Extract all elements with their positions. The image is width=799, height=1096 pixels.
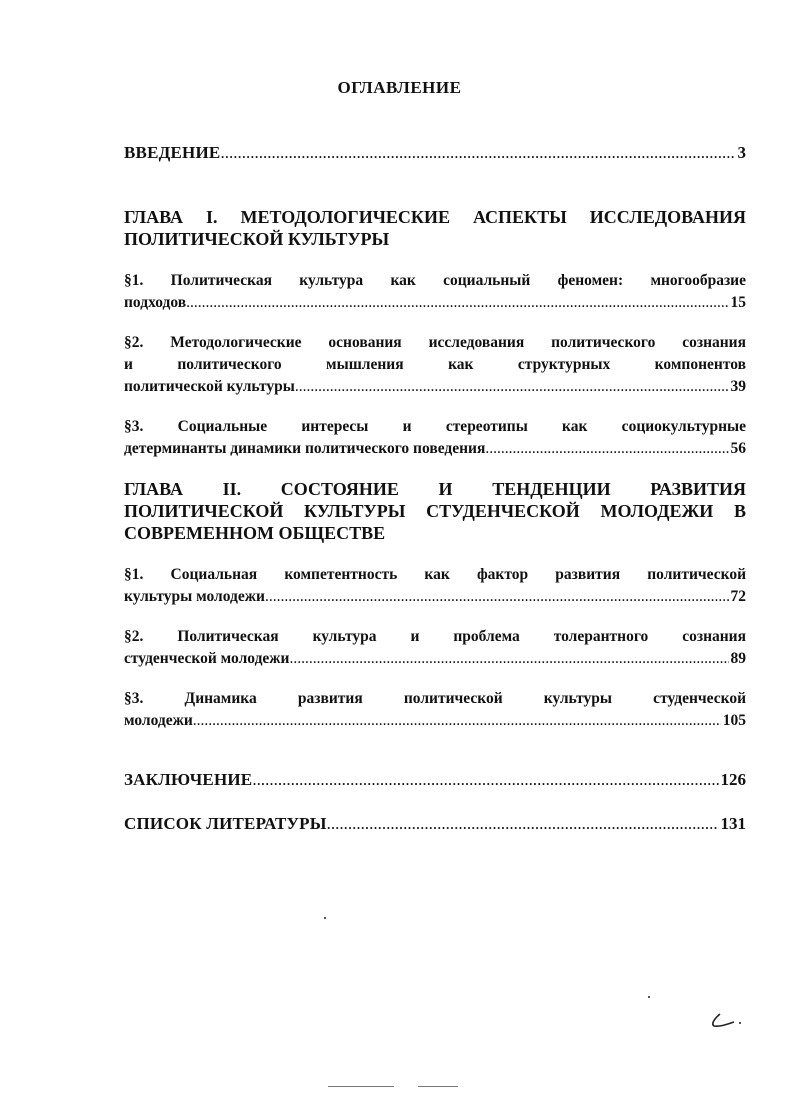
entry-text-line1: §2. Методологические основания исследования политического сознания	[124, 334, 746, 351]
toc-entry-ch2-s2[interactable]	[124, 626, 746, 670]
page-number: 126	[720, 770, 746, 789]
chapter-2-heading-line2: ПОЛИТИЧЕСКОЙ КУЛЬТУРЫ СТУДЕНЧЕСКОЙ МОЛОДЕЖИ В	[124, 501, 746, 521]
entry-text-line1: §3. Динамика развития политической культуры студенческой	[124, 690, 746, 707]
entry-text-last: политической культуры	[124, 378, 295, 395]
page-number: 3	[737, 143, 746, 162]
toc-entry-ch1-s2[interactable]	[124, 332, 746, 398]
dot-leader	[485, 438, 728, 460]
footer-rule	[418, 1086, 458, 1087]
toc-title: ОГЛАВЛЕНИЕ	[337, 78, 462, 97]
handwritten-mark-icon	[708, 1010, 744, 1030]
chapter-1-heading-line1: ГЛАВА I. МЕТОДОЛОГИЧЕСКИЕ АСПЕКТЫ ИССЛЕДОВАНИЯ	[124, 207, 746, 227]
entry-text-last: подходов	[124, 294, 187, 311]
chapter-2-heading-line3: СОВРЕМЕННОМ ОБЩЕСТВЕ	[124, 523, 386, 543]
toc-entry-ch2-s1[interactable]	[124, 564, 746, 608]
dot-leader	[252, 770, 718, 790]
dot-leader	[193, 710, 721, 732]
chapter-1-heading[interactable]	[124, 206, 746, 250]
toc-entry-bibliography[interactable]	[124, 814, 746, 834]
entry-text-last: культуры молодежи	[124, 588, 265, 605]
toc-entry-ch1-s3[interactable]	[124, 416, 746, 460]
scan-speck	[324, 917, 326, 919]
chapter-1-heading-line2: ПОЛИТИЧЕСКОЙ КУЛЬТУРЫ	[124, 229, 390, 249]
entry-label: ВВЕДЕНИЕ	[124, 143, 221, 162]
dot-leader	[289, 648, 728, 670]
page-number: 105	[722, 712, 746, 729]
toc-entry-ch1-s1[interactable]	[124, 270, 746, 314]
chapter-2-heading[interactable]	[124, 478, 746, 544]
entry-text-line1: §1. Политическая культура как социальный феномен: многообразие	[124, 272, 746, 289]
entry-label: СПИСОК ЛИТЕРАТУРЫ	[124, 814, 327, 833]
toc-entry-introduction[interactable]	[124, 143, 746, 163]
dot-leader	[265, 586, 729, 608]
entry-text-last: детерминанты динамики политического поведения	[124, 440, 486, 457]
dot-leader	[186, 292, 728, 314]
page-number: 56	[730, 440, 746, 457]
footer-rule	[328, 1086, 394, 1087]
entry-text-last: студенческой молодежи	[124, 650, 290, 667]
chapter-2-heading-line1: ГЛАВА II. СОСТОЯНИЕ И ТЕНДЕНЦИИ РАЗВИТИЯ	[124, 479, 746, 499]
toc-entry-ch2-s3[interactable]	[124, 688, 746, 732]
entry-text-line1: §2. Политическая культура и проблема толерантного сознания	[124, 628, 746, 645]
page-number: 89	[730, 650, 746, 667]
dot-leader	[295, 376, 729, 398]
entry-text-line1: §1. Социальная компетентность как фактор развития политической	[124, 566, 746, 583]
dot-leader	[220, 143, 735, 163]
entry-text-last: молодежи	[124, 712, 193, 729]
scan-speck	[648, 996, 650, 998]
page-number: 39	[730, 378, 746, 395]
page-number: 131	[720, 814, 746, 833]
toc-entry-conclusion[interactable]	[124, 770, 746, 790]
page-number: 72	[730, 588, 746, 605]
dot-leader	[327, 814, 719, 834]
entry-text-line2: и политического мышления как структурных компонентов	[124, 356, 746, 373]
page-number: 15	[730, 294, 746, 311]
entry-label: ЗАКЛЮЧЕНИЕ	[124, 770, 253, 789]
entry-text-line1: §3. Социальные интересы и стереотипы как социокультурные	[124, 418, 746, 435]
